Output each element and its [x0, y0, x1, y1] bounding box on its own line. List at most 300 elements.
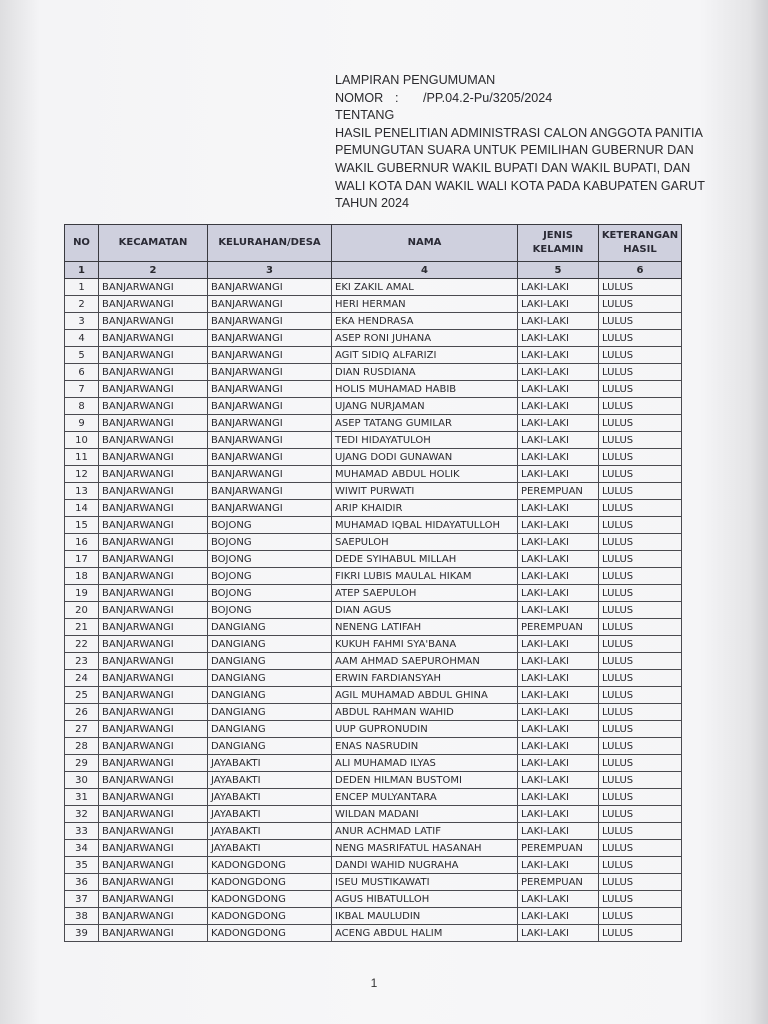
column-header-kelurahan: KELURAHAN/DESA — [208, 225, 332, 262]
cell-keterangan: LULUS — [599, 432, 682, 449]
cell-no: 28 — [65, 738, 99, 755]
table-body — [65, 279, 682, 942]
cell-jenis-kelamin: LAKI-LAKI — [518, 789, 599, 806]
cell-kelurahan: BANJARWANGI — [208, 432, 332, 449]
table-row — [65, 704, 682, 721]
cell-nama: AGUS HIBATULLOH — [332, 891, 518, 908]
cell-keterangan: LULUS — [599, 670, 682, 687]
cell-kecamatan: BANJARWANGI — [99, 670, 208, 687]
table-row — [65, 313, 682, 330]
cell-nama: ENAS NASRUDIN — [332, 738, 518, 755]
cell-kelurahan: BANJARWANGI — [208, 381, 332, 398]
cell-kecamatan: BANJARWANGI — [99, 364, 208, 381]
cell-keterangan: LULUS — [599, 313, 682, 330]
cell-keterangan: LULUS — [599, 653, 682, 670]
cell-kelurahan: DANGIANG — [208, 704, 332, 721]
cell-nama: ASEP TATANG GUMILAR — [332, 415, 518, 432]
cell-no: 29 — [65, 755, 99, 772]
cell-kecamatan: BANJARWANGI — [99, 619, 208, 636]
cell-nama: DEDEN HILMAN BUSTOMI — [332, 772, 518, 789]
cell-jenis-kelamin: LAKI-LAKI — [518, 585, 599, 602]
table-row — [65, 517, 682, 534]
cell-nama: ACENG ABDUL HALIM — [332, 925, 518, 942]
table-row — [65, 806, 682, 823]
cell-kelurahan: DANGIANG — [208, 636, 332, 653]
cell-jenis-kelamin: LAKI-LAKI — [518, 925, 599, 942]
cell-no: 26 — [65, 704, 99, 721]
cell-kecamatan: BANJARWANGI — [99, 279, 208, 296]
cell-keterangan: LULUS — [599, 721, 682, 738]
cell-nama: SAEPULOH — [332, 534, 518, 551]
cell-kelurahan: BANJARWANGI — [208, 449, 332, 466]
results-table — [64, 224, 682, 942]
cell-nama: MUHAMAD ABDUL HOLIK — [332, 466, 518, 483]
cell-keterangan: LULUS — [599, 500, 682, 517]
table-row — [65, 755, 682, 772]
cell-nama: ISEU MUSTIKAWATI — [332, 874, 518, 891]
cell-jenis-kelamin: LAKI-LAKI — [518, 687, 599, 704]
cell-keterangan: LULUS — [599, 925, 682, 942]
cell-jenis-kelamin: LAKI-LAKI — [518, 381, 599, 398]
cell-no: 17 — [65, 551, 99, 568]
cell-kecamatan: BANJARWANGI — [99, 653, 208, 670]
column-number: 5 — [518, 262, 599, 279]
cell-kecamatan: BANJARWANGI — [99, 313, 208, 330]
cell-kecamatan: BANJARWANGI — [99, 432, 208, 449]
cell-jenis-kelamin: LAKI-LAKI — [518, 653, 599, 670]
cell-kelurahan: JAYABAKTI — [208, 823, 332, 840]
table-row — [65, 449, 682, 466]
table-row — [65, 653, 682, 670]
keterangan-line-1: KETERANGAN — [601, 230, 679, 241]
cell-keterangan: LULUS — [599, 891, 682, 908]
cell-keterangan: LULUS — [599, 483, 682, 500]
cell-nama: ABDUL RAHMAN WAHID — [332, 704, 518, 721]
table-row — [65, 296, 682, 313]
table-row — [65, 687, 682, 704]
cell-jenis-kelamin: LAKI-LAKI — [518, 551, 599, 568]
cell-keterangan: LULUS — [599, 789, 682, 806]
cell-jenis-kelamin: LAKI-LAKI — [518, 364, 599, 381]
cell-kelurahan: KADONGDONG — [208, 857, 332, 874]
cell-jenis-kelamin: LAKI-LAKI — [518, 602, 599, 619]
cell-jenis-kelamin: LAKI-LAKI — [518, 398, 599, 415]
cell-kelurahan: DANGIANG — [208, 721, 332, 738]
cell-no: 37 — [65, 891, 99, 908]
cell-kecamatan: BANJARWANGI — [99, 636, 208, 653]
cell-keterangan: LULUS — [599, 908, 682, 925]
table-row — [65, 483, 682, 500]
cell-kecamatan: BANJARWANGI — [99, 738, 208, 755]
cell-kecamatan: BANJARWANGI — [99, 908, 208, 925]
cell-kecamatan: BANJARWANGI — [99, 874, 208, 891]
cell-nama: MUHAMAD IQBAL HIDAYATULLOH — [332, 517, 518, 534]
cell-kecamatan: BANJARWANGI — [99, 398, 208, 415]
cell-kelurahan: BOJONG — [208, 585, 332, 602]
cell-jenis-kelamin: PEREMPUAN — [518, 840, 599, 857]
cell-jenis-kelamin: LAKI-LAKI — [518, 704, 599, 721]
cell-nama: KUKUH FAHMI SYA'BANA — [332, 636, 518, 653]
header-tentang: TENTANG — [335, 108, 395, 123]
cell-no: 15 — [65, 517, 99, 534]
table-row — [65, 925, 682, 942]
header-title: LAMPIRAN PENGUMUMAN — [335, 73, 496, 87]
cell-kelurahan: BOJONG — [208, 568, 332, 585]
cell-keterangan: LULUS — [599, 279, 682, 296]
cell-kecamatan: BANJARWANGI — [99, 534, 208, 551]
cell-no: 31 — [65, 789, 99, 806]
cell-keterangan: LULUS — [599, 874, 682, 891]
cell-nama: EKA HENDRASA — [332, 313, 518, 330]
cell-nama: NENG MASRIFATUL HASANAH — [332, 840, 518, 857]
cell-kelurahan: BANJARWANGI — [208, 415, 332, 432]
cell-no: 3 — [65, 313, 99, 330]
table-row — [65, 721, 682, 738]
cell-kelurahan: DANGIANG — [208, 653, 332, 670]
cell-kecamatan: BANJARWANGI — [99, 551, 208, 568]
table-row — [65, 619, 682, 636]
cell-nama: ERWIN FARDIANSYAH — [332, 670, 518, 687]
cell-jenis-kelamin: LAKI-LAKI — [518, 636, 599, 653]
table-row — [65, 500, 682, 517]
cell-kelurahan: BANJARWANGI — [208, 347, 332, 364]
cell-kecamatan: BANJARWANGI — [99, 755, 208, 772]
table-row — [65, 772, 682, 789]
cell-kelurahan: BANJARWANGI — [208, 296, 332, 313]
header-nomor-row — [335, 90, 715, 108]
cell-keterangan: LULUS — [599, 534, 682, 551]
table-header-row — [65, 225, 682, 262]
table-row — [65, 432, 682, 449]
cell-kelurahan: DANGIANG — [208, 670, 332, 687]
cell-nama: IKBAL MAULUDIN — [332, 908, 518, 925]
column-header-kecamatan: KECAMATAN — [99, 225, 208, 262]
cell-nama: AGIL MUHAMAD ABDUL GHINA — [332, 687, 518, 704]
cell-keterangan: LULUS — [599, 636, 682, 653]
cell-kelurahan: BANJARWANGI — [208, 500, 332, 517]
column-number: 4 — [332, 262, 518, 279]
cell-nama: DEDE SYIHABUL MILLAH — [332, 551, 518, 568]
cell-jenis-kelamin: LAKI-LAKI — [518, 534, 599, 551]
table-row — [65, 670, 682, 687]
cell-kelurahan: BOJONG — [208, 517, 332, 534]
cell-kelurahan: KADONGDONG — [208, 874, 332, 891]
table-row — [65, 534, 682, 551]
cell-kelurahan: JAYABAKTI — [208, 772, 332, 789]
cell-keterangan: LULUS — [599, 619, 682, 636]
cell-no: 27 — [65, 721, 99, 738]
cell-kecamatan: BANJARWANGI — [99, 415, 208, 432]
cell-nama: ARIP KHAIDIR — [332, 500, 518, 517]
cell-keterangan: LULUS — [599, 806, 682, 823]
cell-keterangan: LULUS — [599, 296, 682, 313]
table-row — [65, 823, 682, 840]
cell-kecamatan: BANJARWANGI — [99, 449, 208, 466]
cell-nama: ATEP SAEPULOH — [332, 585, 518, 602]
nomor-label: NOMOR — [335, 90, 384, 105]
cell-keterangan: LULUS — [599, 857, 682, 874]
cell-nama: HERI HERMAN — [332, 296, 518, 313]
cell-nama: WIWIT PURWATI — [332, 483, 518, 500]
cell-jenis-kelamin: LAKI-LAKI — [518, 500, 599, 517]
cell-kelurahan: BANJARWANGI — [208, 466, 332, 483]
cell-nama: ALI MUHAMAD ILYAS — [332, 755, 518, 772]
column-number: 3 — [208, 262, 332, 279]
cell-kecamatan: BANJARWANGI — [99, 840, 208, 857]
cell-kecamatan: BANJARWANGI — [99, 721, 208, 738]
table-row — [65, 466, 682, 483]
cell-jenis-kelamin: PEREMPUAN — [518, 483, 599, 500]
cell-kelurahan: BANJARWANGI — [208, 398, 332, 415]
cell-jenis-kelamin: LAKI-LAKI — [518, 347, 599, 364]
column-number: 2 — [99, 262, 208, 279]
cell-jenis-kelamin: LAKI-LAKI — [518, 908, 599, 925]
cell-jenis-kelamin: LAKI-LAKI — [518, 857, 599, 874]
cell-kelurahan: JAYABAKTI — [208, 840, 332, 857]
table-row — [65, 891, 682, 908]
cell-kecamatan: BANJARWANGI — [99, 296, 208, 313]
table-row — [65, 857, 682, 874]
cell-jenis-kelamin: LAKI-LAKI — [518, 772, 599, 789]
cell-no: 14 — [65, 500, 99, 517]
cell-no: 5 — [65, 347, 99, 364]
cell-keterangan: LULUS — [599, 449, 682, 466]
cell-keterangan: LULUS — [599, 551, 682, 568]
table-row — [65, 840, 682, 857]
table-row — [65, 789, 682, 806]
cell-kecamatan: BANJARWANGI — [99, 925, 208, 942]
nomor-value: /PP.04.2-Pu/3205/2024 — [423, 90, 553, 105]
cell-kecamatan: BANJARWANGI — [99, 891, 208, 908]
cell-jenis-kelamin: LAKI-LAKI — [518, 432, 599, 449]
keterangan-line-2: HASIL — [623, 244, 657, 255]
jenis-kelamin-line-2: KELAMIN — [532, 244, 584, 255]
cell-kecamatan: BANJARWANGI — [99, 823, 208, 840]
cell-jenis-kelamin: LAKI-LAKI — [518, 330, 599, 347]
cell-nama: TEDI HIDAYATULOH — [332, 432, 518, 449]
cell-kecamatan: BANJARWANGI — [99, 772, 208, 789]
cell-kelurahan: DANGIANG — [208, 619, 332, 636]
cell-no: 36 — [65, 874, 99, 891]
table-row — [65, 568, 682, 585]
cell-keterangan: LULUS — [599, 347, 682, 364]
cell-jenis-kelamin: LAKI-LAKI — [518, 823, 599, 840]
cell-jenis-kelamin: LAKI-LAKI — [518, 313, 599, 330]
cell-kecamatan: BANJARWANGI — [99, 466, 208, 483]
cell-no: 12 — [65, 466, 99, 483]
page-number: 1 — [370, 976, 378, 990]
cell-jenis-kelamin: PEREMPUAN — [518, 619, 599, 636]
cell-jenis-kelamin: LAKI-LAKI — [518, 721, 599, 738]
header-subject-line-3: WAKIL GUBERNUR WAKIL BUPATI DAN WAKIL BUPATI, DAN — [335, 160, 691, 175]
cell-nama: UJANG DODI GUNAWAN — [332, 449, 518, 466]
cell-nama: UJANG NURJAMAN — [332, 398, 518, 415]
cell-jenis-kelamin: LAKI-LAKI — [518, 517, 599, 534]
cell-kecamatan: BANJARWANGI — [99, 330, 208, 347]
cell-keterangan: LULUS — [599, 466, 682, 483]
cell-jenis-kelamin: LAKI-LAKI — [518, 891, 599, 908]
cell-nama: DIAN RUSDIANA — [332, 364, 518, 381]
cell-no: 19 — [65, 585, 99, 602]
cell-kelurahan: KADONGDONG — [208, 925, 332, 942]
cell-keterangan: LULUS — [599, 415, 682, 432]
cell-nama: UUP GUPRONUDIN — [332, 721, 518, 738]
cell-kecamatan: BANJARWANGI — [99, 602, 208, 619]
cell-nama: ENCEP MULYANTARA — [332, 789, 518, 806]
cell-kelurahan: JAYABAKTI — [208, 755, 332, 772]
cell-nama: EKI ZAKIL AMAL — [332, 279, 518, 296]
header-subject-line-5: TAHUN 2024 — [335, 196, 409, 211]
cell-keterangan: LULUS — [599, 517, 682, 534]
cell-no: 13 — [65, 483, 99, 500]
cell-no: 9 — [65, 415, 99, 432]
table-row — [65, 602, 682, 619]
cell-no: 23 — [65, 653, 99, 670]
cell-kelurahan: JAYABAKTI — [208, 789, 332, 806]
cell-no: 33 — [65, 823, 99, 840]
cell-no: 1 — [65, 279, 99, 296]
table-row — [65, 738, 682, 755]
cell-keterangan: LULUS — [599, 381, 682, 398]
cell-kelurahan: KADONGDONG — [208, 908, 332, 925]
cell-kelurahan: BOJONG — [208, 534, 332, 551]
cell-no: 21 — [65, 619, 99, 636]
table-row — [65, 381, 682, 398]
jenis-kelamin-line-1: JENIS — [543, 230, 573, 241]
column-header-keterangan — [599, 225, 682, 262]
cell-jenis-kelamin: PEREMPUAN — [518, 874, 599, 891]
cell-kecamatan: BANJARWANGI — [99, 483, 208, 500]
cell-no: 30 — [65, 772, 99, 789]
cell-no: 4 — [65, 330, 99, 347]
cell-jenis-kelamin: LAKI-LAKI — [518, 466, 599, 483]
cell-kecamatan: BANJARWANGI — [99, 517, 208, 534]
cell-jenis-kelamin: LAKI-LAKI — [518, 738, 599, 755]
cell-no: 22 — [65, 636, 99, 653]
cell-kelurahan: JAYABAKTI — [208, 806, 332, 823]
column-header-nama: NAMA — [332, 225, 518, 262]
cell-keterangan: LULUS — [599, 398, 682, 415]
table-row — [65, 551, 682, 568]
cell-kecamatan: BANJARWANGI — [99, 500, 208, 517]
cell-kelurahan: DANGIANG — [208, 687, 332, 704]
cell-no: 38 — [65, 908, 99, 925]
cell-keterangan: LULUS — [599, 738, 682, 755]
cell-no: 20 — [65, 602, 99, 619]
cell-keterangan: LULUS — [599, 687, 682, 704]
cell-kecamatan: BANJARWANGI — [99, 347, 208, 364]
cell-no: 25 — [65, 687, 99, 704]
table-row — [65, 398, 682, 415]
cell-no: 16 — [65, 534, 99, 551]
cell-kecamatan: BANJARWANGI — [99, 806, 208, 823]
cell-no: 35 — [65, 857, 99, 874]
column-header-no: NO — [65, 225, 99, 262]
cell-nama: DANDI WAHID NUGRAHA — [332, 857, 518, 874]
table-row — [65, 415, 682, 432]
cell-nama: AGIT SIDIQ ALFARIZI — [332, 347, 518, 364]
cell-keterangan: LULUS — [599, 772, 682, 789]
cell-jenis-kelamin: LAKI-LAKI — [518, 449, 599, 466]
cell-jenis-kelamin: LAKI-LAKI — [518, 806, 599, 823]
header-subject-line-1: HASIL PENELITIAN ADMINISTRASI CALON ANGGOTA PANITIA — [335, 125, 703, 140]
cell-no: 34 — [65, 840, 99, 857]
cell-no: 2 — [65, 296, 99, 313]
cell-kelurahan: DANGIANG — [208, 738, 332, 755]
cell-nama: ASEP RONI JUHANA — [332, 330, 518, 347]
table-row — [65, 874, 682, 891]
cell-nama: FIKRI LUBIS MAULAL HIKAM — [332, 568, 518, 585]
table-row — [65, 636, 682, 653]
table-row — [65, 347, 682, 364]
cell-kelurahan: BOJONG — [208, 602, 332, 619]
cell-jenis-kelamin: LAKI-LAKI — [518, 568, 599, 585]
cell-nama: NENENG LATIFAH — [332, 619, 518, 636]
header-subject-line-2: PEMUNGUTAN SUARA UNTUK PEMILIHAN GUBERNUR DAN — [335, 143, 694, 158]
cell-kelurahan: BOJONG — [208, 551, 332, 568]
table-row — [65, 330, 682, 347]
cell-kecamatan: BANJARWANGI — [99, 704, 208, 721]
header-subject-line-4: WALI KOTA DAN WAKIL WALI KOTA PADA KABUPATEN GARUT — [335, 178, 705, 193]
cell-keterangan: LULUS — [599, 330, 682, 347]
column-header-jenis-kelamin — [518, 225, 599, 262]
column-number: 6 — [599, 262, 682, 279]
cell-kelurahan: BANJARWANGI — [208, 364, 332, 381]
cell-keterangan: LULUS — [599, 755, 682, 772]
cell-no: 6 — [65, 364, 99, 381]
document-header — [335, 72, 715, 213]
cell-no: 7 — [65, 381, 99, 398]
cell-no: 11 — [65, 449, 99, 466]
cell-kecamatan: BANJARWANGI — [99, 857, 208, 874]
cell-keterangan: LULUS — [599, 602, 682, 619]
cell-no: 32 — [65, 806, 99, 823]
cell-kelurahan: BANJARWANGI — [208, 330, 332, 347]
cell-nama: DIAN AGUS — [332, 602, 518, 619]
cell-kecamatan: BANJARWANGI — [99, 789, 208, 806]
cell-kelurahan: BANJARWANGI — [208, 483, 332, 500]
cell-kelurahan: BANJARWANGI — [208, 279, 332, 296]
cell-nama: ANUR ACHMAD LATIF — [332, 823, 518, 840]
cell-no: 39 — [65, 925, 99, 942]
column-number: 1 — [65, 262, 99, 279]
cell-no: 8 — [65, 398, 99, 415]
cell-no: 24 — [65, 670, 99, 687]
cell-kelurahan: BANJARWANGI — [208, 313, 332, 330]
cell-nama: WILDAN MADANI — [332, 806, 518, 823]
cell-keterangan: LULUS — [599, 568, 682, 585]
cell-no: 18 — [65, 568, 99, 585]
cell-jenis-kelamin: LAKI-LAKI — [518, 755, 599, 772]
cell-keterangan: LULUS — [599, 585, 682, 602]
cell-jenis-kelamin: LAKI-LAKI — [518, 670, 599, 687]
column-number-row — [65, 262, 682, 279]
cell-kecamatan: BANJARWANGI — [99, 687, 208, 704]
cell-kelurahan: KADONGDONG — [208, 891, 332, 908]
table-row — [65, 364, 682, 381]
cell-kecamatan: BANJARWANGI — [99, 568, 208, 585]
cell-kecamatan: BANJARWANGI — [99, 585, 208, 602]
table-row — [65, 908, 682, 925]
table-row — [65, 585, 682, 602]
nomor-colon: : — [395, 90, 399, 105]
cell-jenis-kelamin: LAKI-LAKI — [518, 415, 599, 432]
cell-jenis-kelamin: LAKI-LAKI — [518, 279, 599, 296]
cell-keterangan: LULUS — [599, 704, 682, 721]
cell-jenis-kelamin: LAKI-LAKI — [518, 296, 599, 313]
cell-keterangan: LULUS — [599, 840, 682, 857]
cell-keterangan: LULUS — [599, 823, 682, 840]
